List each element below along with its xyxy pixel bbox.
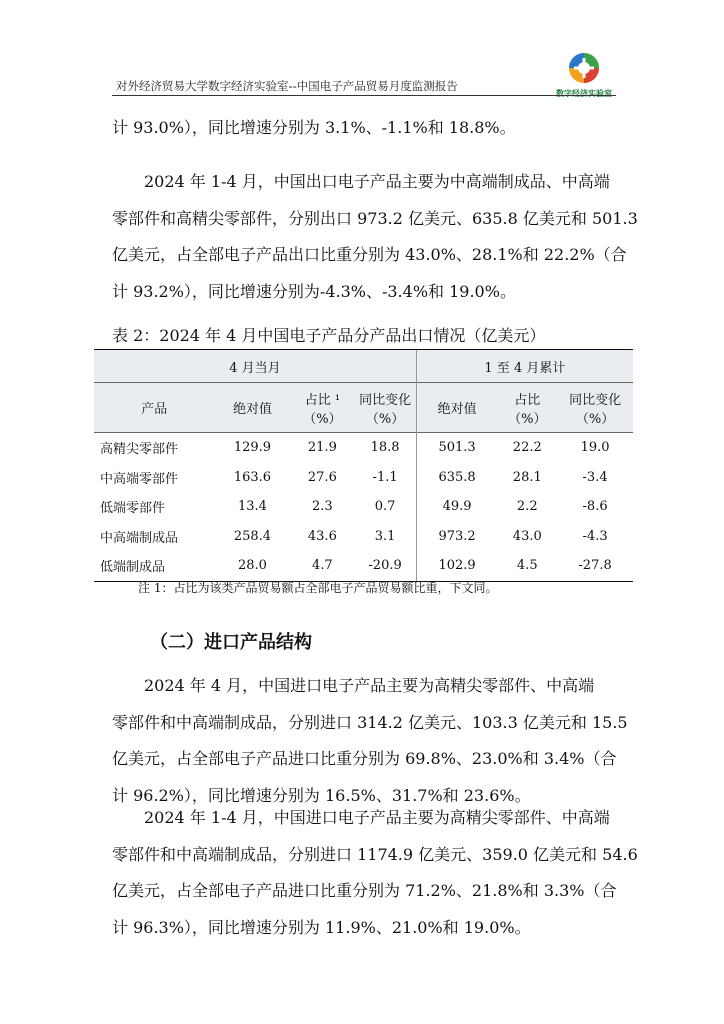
cell: 27.6: [307, 469, 337, 485]
cell: -1.1: [372, 469, 398, 485]
cell: -27.8: [557, 551, 633, 581]
text-line: 计 96.3%），同比增速分别为 11.9%、21.0%和 19.0%。: [112, 917, 531, 937]
row-product: 中高端制成品: [100, 530, 179, 546]
group-header-month: 4 月当月: [94, 350, 416, 383]
col-header-share: 占比 ¹ （%）: [290, 383, 354, 433]
cell: 43.0: [512, 528, 542, 544]
lab-logo-icon: [558, 50, 610, 90]
col-header-abs-ytd: 绝对值: [416, 383, 497, 433]
cell: -20.9: [354, 551, 416, 581]
cell: 28.1: [512, 469, 542, 485]
table-note: 注 1：占比为该类产品贸易额占全部电子产品贸易额比重，下文同。: [138, 581, 498, 595]
logo-text: 数字经济实验室: [556, 89, 612, 98]
table-row: [94, 492, 633, 522]
cell: 19.0: [557, 433, 633, 463]
text-line: 亿美元，占全部电子产品出口比重分别为 43.0%、28.1%和 22.2%（合: [112, 245, 627, 264]
text-line: 2024 年 1-4 月，中国进口电子产品主要为高精尖零部件、中高端: [144, 808, 610, 827]
col-header-yoy-ytd: 同比变化 （%）: [557, 383, 633, 433]
table-title: 表 2：2024 年 4 月中国电子产品分产品出口情况（亿美元）: [112, 326, 546, 345]
cell: 4.7: [290, 551, 354, 581]
cell: -8.6: [582, 499, 608, 515]
cell: 21.9: [290, 433, 354, 463]
cell: -3.4: [582, 469, 608, 485]
table-row: [94, 522, 633, 552]
text-line: 零部件和高精尖零部件，分别出口 973.2 亿美元、635.8 亿美元和 501.3: [112, 208, 638, 228]
cell: 102.9: [416, 551, 497, 581]
text-line: 亿美元，占全部电子产品进口比重分别为 71.2%、21.8%和 3.3%（合: [112, 881, 617, 900]
paragraph-3: [112, 668, 628, 814]
row-product: 高精尖零部件: [94, 433, 215, 463]
section-heading: （二）进口产品结构: [150, 632, 312, 653]
col-header-share-ytd: 占比 （%）: [497, 383, 557, 433]
row-product: 低端制成品: [94, 551, 215, 581]
paragraph-1: [112, 110, 617, 147]
cell: 0.7: [374, 499, 396, 515]
text-line: 2024 年 4 月，中国进口电子产品主要为高精尖零部件、中高端: [144, 676, 595, 695]
text-line: 2024 年 1-4 月，中国出口电子产品主要为中高端制成品、中高端: [144, 172, 610, 191]
col-header-product: 产品: [94, 383, 215, 433]
export-table: [94, 349, 633, 582]
row-product: 中高端零部件: [100, 471, 179, 487]
text-line: 计 96.2%），同比增速分别为 16.5%、31.7%和 23.6%。: [112, 785, 531, 805]
cell: 2.2: [516, 499, 538, 515]
col-header-abs: 绝对值: [215, 383, 291, 433]
table-row: [94, 551, 633, 581]
text-line: 零部件和中高端制成品，分别进口 314.2 亿美元、103.3 亿美元和 15.5: [112, 712, 628, 732]
table-row: [94, 433, 633, 463]
row-product: 低端零部件: [100, 501, 166, 517]
cell: 22.2: [497, 433, 557, 463]
cell: 43.6: [307, 528, 337, 544]
cell: 49.9: [416, 492, 497, 522]
cell: 3.1: [374, 528, 396, 544]
col-header-yoy: 同比变化 （%）: [354, 383, 416, 433]
cell: 4.5: [497, 551, 557, 581]
cell: 129.9: [215, 433, 291, 463]
cell: 18.8: [354, 433, 416, 463]
cell: 635.8: [416, 463, 497, 493]
group-header-ytd: 1 至 4 月累计: [416, 350, 633, 383]
cell: 258.4: [233, 528, 272, 544]
table-group-header: [94, 350, 633, 383]
header-rule: [112, 95, 616, 96]
paragraph-4: [112, 800, 638, 946]
cell: 13.4: [238, 499, 267, 515]
text-line: 计 93.0%），同比增速分别为 3.1%、-1.1%和 18.8%。: [112, 118, 516, 137]
text-line: 计 93.2%），同比增速分别为-4.3%、-3.4%和 19.0%。: [112, 281, 516, 301]
cell: 973.2: [416, 522, 497, 552]
cell: -4.3: [582, 528, 608, 544]
cell: 501.3: [416, 433, 497, 463]
table-column-header: [94, 383, 633, 433]
table-row: [94, 463, 633, 493]
cell: 2.3: [312, 499, 333, 515]
header-title: 对外经济贸易大学数字经济实验室--中国电子产品贸易月度监测报告: [116, 79, 458, 93]
cell: 28.0: [215, 551, 291, 581]
text-line: 零部件和中高端制成品，分别进口 1174.9 亿美元、359.0 亿美元和 54.6: [112, 844, 638, 864]
text-line: 亿美元，占全部电子产品进口比重分别为 69.8%、23.0%和 3.4%（合: [112, 749, 617, 768]
paragraph-2: [112, 164, 638, 310]
cell: 163.6: [233, 469, 272, 485]
